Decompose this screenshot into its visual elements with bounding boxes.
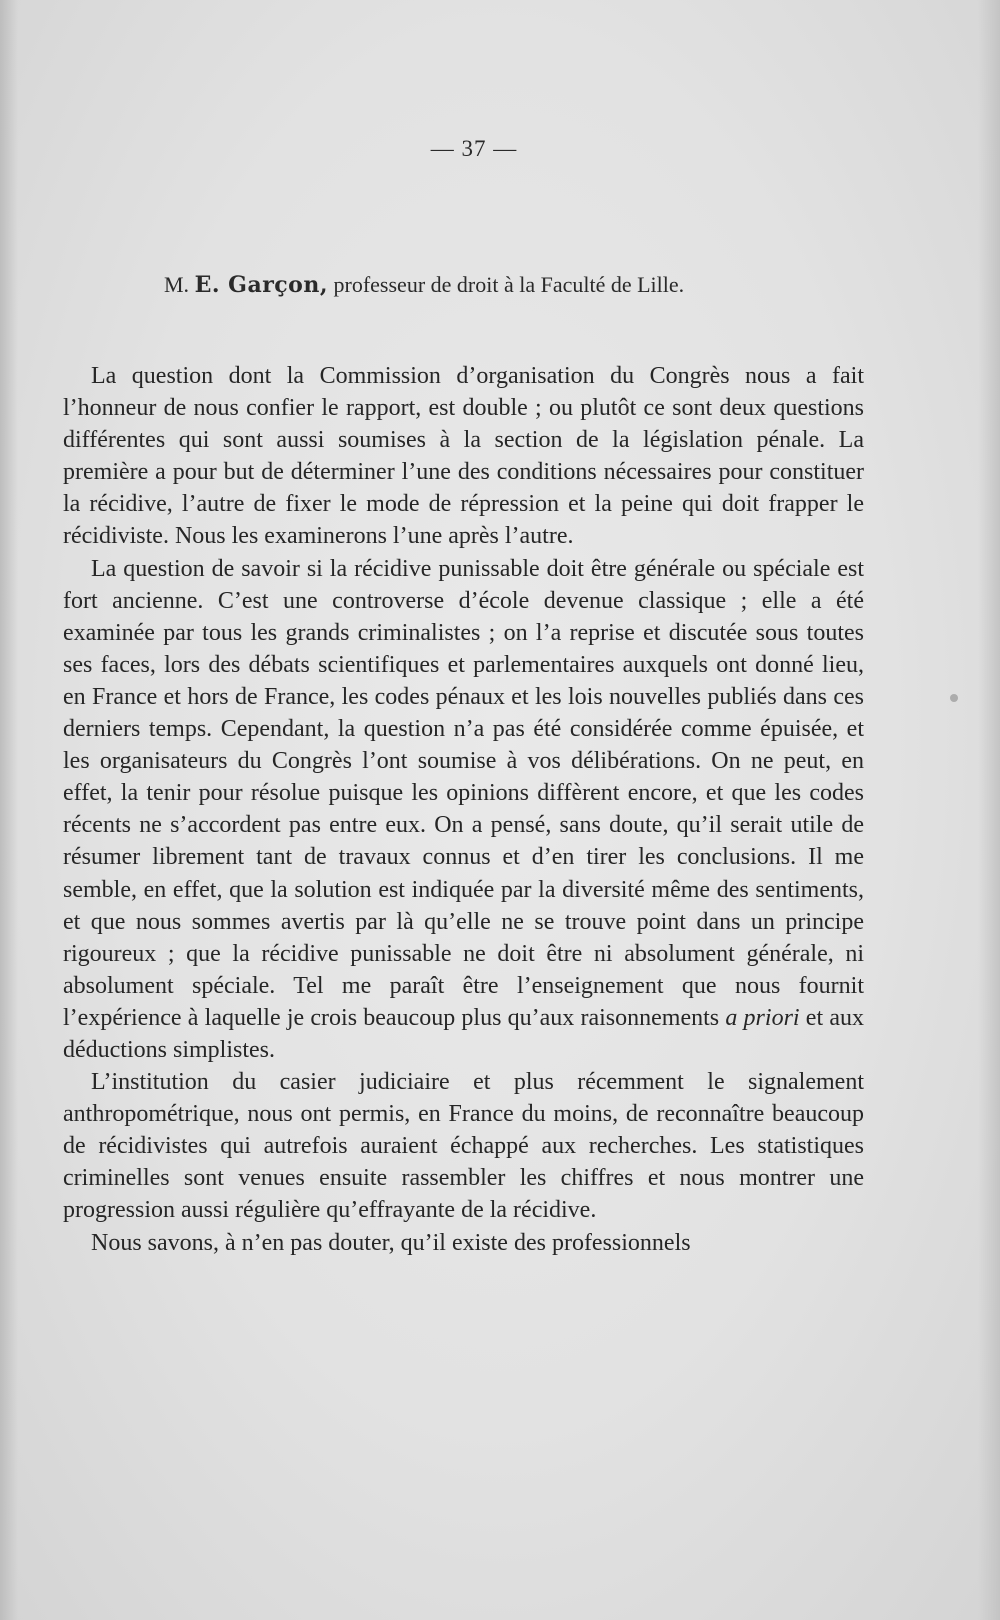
page-number: — 37 —	[430, 136, 518, 161]
paragraph-4	[63, 1227, 864, 1259]
paragraph-2	[63, 553, 864, 1067]
paper-spot	[950, 694, 958, 702]
header-prefix: M.	[164, 272, 195, 297]
header-initial: E.	[194, 272, 229, 298]
paragraph-4-text: Nous savons, à n’en pas douter, qu’il existe des professionnels	[91, 1229, 691, 1256]
section-header	[164, 272, 684, 298]
body-text	[63, 360, 864, 1259]
paragraph-3-text: L’institution du casier judiciaire et plus récemment le signalement anthropométrique, nous ont permis, en France du moins, de reconnaître beaucoup de récidivistes qui autrefois auraient échappé aux recherches. Les statistiques criminelles sont venues ensuite rassembler les chiffres et nous montrer une progression aussi régulière qu’effrayante de la récidive.	[63, 1069, 864, 1224]
paragraph-2-text-end: et aux déductions simplistes.	[63, 1004, 864, 1063]
paragraph-1-text: La question dont la Commission d’organisation du Congrès nous a fait l’honneur de nous confier le rapport, est double ; ou plutôt ce sont deux questions différentes qui sont aussi soumises à la section de la législation pénale. La première a pour but de déterminer l’une des conditions nécessaires pour constituer la récidive, l’autre de fixer le mode de répression et la peine qui doit frapper le récidiviste. Nous les examinerons l’une après l’autre.	[63, 363, 864, 550]
italic-phrase: a priori	[725, 1004, 800, 1031]
page-edge-shadow-left	[0, 0, 18, 1620]
paragraph-1	[63, 360, 864, 553]
author-name: Garçon,	[228, 272, 329, 298]
paragraph-3	[63, 1066, 864, 1226]
page-edge-shadow-right	[978, 0, 1000, 1620]
author-affiliation: professeur de droit à la Faculté de Lille.	[328, 272, 685, 297]
paragraph-2-text: La question de savoir si la récidive punissable doit être générale ou spéciale est fort ancienne. C’est une controverse d’école devenue classique ; elle a été examinée par tous les grands criminalistes ; on l’a reprise et discutée sous toutes ses faces, lors des débats scientifiques et parlementaires auxquels ont donné lieu, en France et hors de France, les codes pénaux et les lois nouvelles publiés dans ces derniers temps. Cependant, la question n’a pas été considérée comme épuisée, et les organisateurs du Congrès l’ont soumise à vos délibérations. On ne peut, en effet, la tenir pour résolue puisque les opinions diffèrent encore, et que les codes récents ne s’accordent pas entre eux. On a pensé, sans doute, qu’il serait utile de résumer librement tant de travaux connus et d’en tirer les conclusions. Il me semble, en effet, que la solution est indiquée par la diversité même des sentiments, et que nous sommes avertis par là qu’elle ne se trouve point dans un principe rigoureux ; que la récidive punissable ne doit être ni absolument générale, ni absolument spéciale. Tel me paraît être l’enseignement que nous fournit l’expérience à laquelle je crois beaucoup plus qu’aux raisonnements	[63, 555, 864, 1031]
